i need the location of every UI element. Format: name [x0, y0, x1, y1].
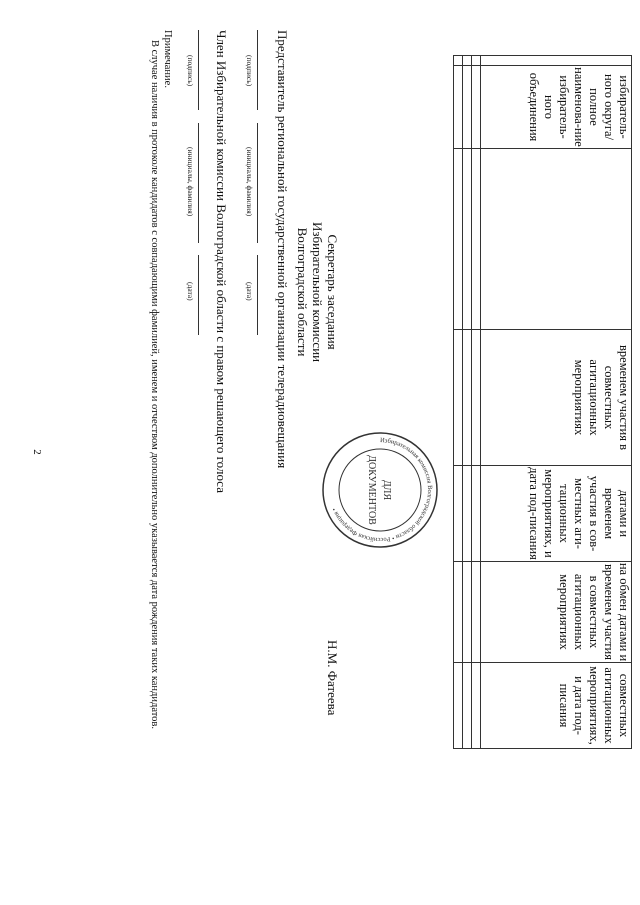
table-cell-joint-events: совместных агитационных мероприятиях, и дата под-писания [481, 663, 632, 749]
signature2-line-date [198, 255, 199, 335]
signature1-title: Представитель региональной государственной организации телерадиовещания [275, 30, 290, 469]
signature1-line-signature [257, 30, 258, 110]
signature2-caption-signature: (подпись) [186, 55, 195, 87]
table-cell-exchange: на обмен датами и временем участия в совместных агитационных мероприятиях [481, 562, 632, 663]
signature1-caption-signature: (подпись) [245, 55, 254, 87]
signature1-line-date [257, 255, 258, 335]
table-cell [463, 149, 472, 330]
table-cell-district: избиратель-ного округа/ полное наименова-ние избиратель-ного объединения [481, 66, 632, 149]
signature2-line-signature [198, 30, 199, 110]
table-cell-dates: датами и временем участия в сов-местных аги-тационных мероприятиях, и дата под-писания [481, 466, 632, 562]
signature1-caption-name: (инициалы, фамилия) [245, 147, 254, 217]
table-cell [454, 330, 463, 466]
table-cell [454, 149, 463, 330]
note-text: В случае наличия в протоколе кандидатов с совпадающими фамилией, именем и отчеством дополнительно указывается дата рождения таких кандидатов. [149, 40, 160, 730]
signature2-title: Член Избирательной комиссии Волгоградской области с правом решающего голоса [214, 30, 229, 493]
table-row [481, 56, 632, 749]
table-cell [454, 56, 463, 66]
table-cell [463, 562, 472, 663]
secretary-line2: Избирательной комиссии [310, 222, 325, 363]
secretary-line1: Секретарь заседания [325, 234, 340, 350]
stamp-ring-text: Избирательная комиссия Волгоградской области • Российская Федерация • [330, 436, 434, 544]
signature1-line-name [257, 123, 258, 243]
table-cell [454, 663, 463, 749]
table-cell [472, 466, 481, 562]
coordination-table [453, 55, 632, 749]
table-cell [472, 66, 481, 149]
table-cell [472, 330, 481, 466]
stamp-line2: ДОКУМЕНТОВ [366, 455, 377, 525]
table-row [472, 56, 481, 749]
signature1-caption-date: (дата) [245, 282, 254, 301]
signature2-caption-name: (инициалы, фамилия) [186, 147, 195, 217]
table-cell-time: временем участия в совместных агитационных мероприятиях [481, 330, 632, 466]
table-row [463, 56, 472, 749]
stamp-line1: ДЛЯ [381, 479, 392, 501]
table-cell [472, 562, 481, 663]
table-cell [472, 56, 481, 66]
commission-stamp [320, 430, 440, 550]
secretary-block [295, 222, 340, 362]
table-cell [454, 466, 463, 562]
page-number: 2 [31, 449, 43, 455]
table-cell [472, 663, 481, 749]
table-cell [454, 562, 463, 663]
table-cell [481, 56, 632, 66]
table-row [454, 56, 463, 749]
signature2-line-name [198, 123, 199, 243]
table-cell [481, 149, 632, 330]
table-cell [463, 466, 472, 562]
table-cell [463, 66, 472, 149]
table-cell [463, 56, 472, 66]
secretary-name: Н.М. Фатеева [325, 640, 340, 716]
table-cell [463, 330, 472, 466]
secretary-line3: Волгоградской области [295, 227, 310, 357]
table-cell [472, 149, 481, 330]
table-cell [454, 66, 463, 149]
signature2-caption-date: (дата) [186, 282, 195, 301]
table-cell [463, 663, 472, 749]
note-heading: Примечание. [162, 30, 173, 88]
